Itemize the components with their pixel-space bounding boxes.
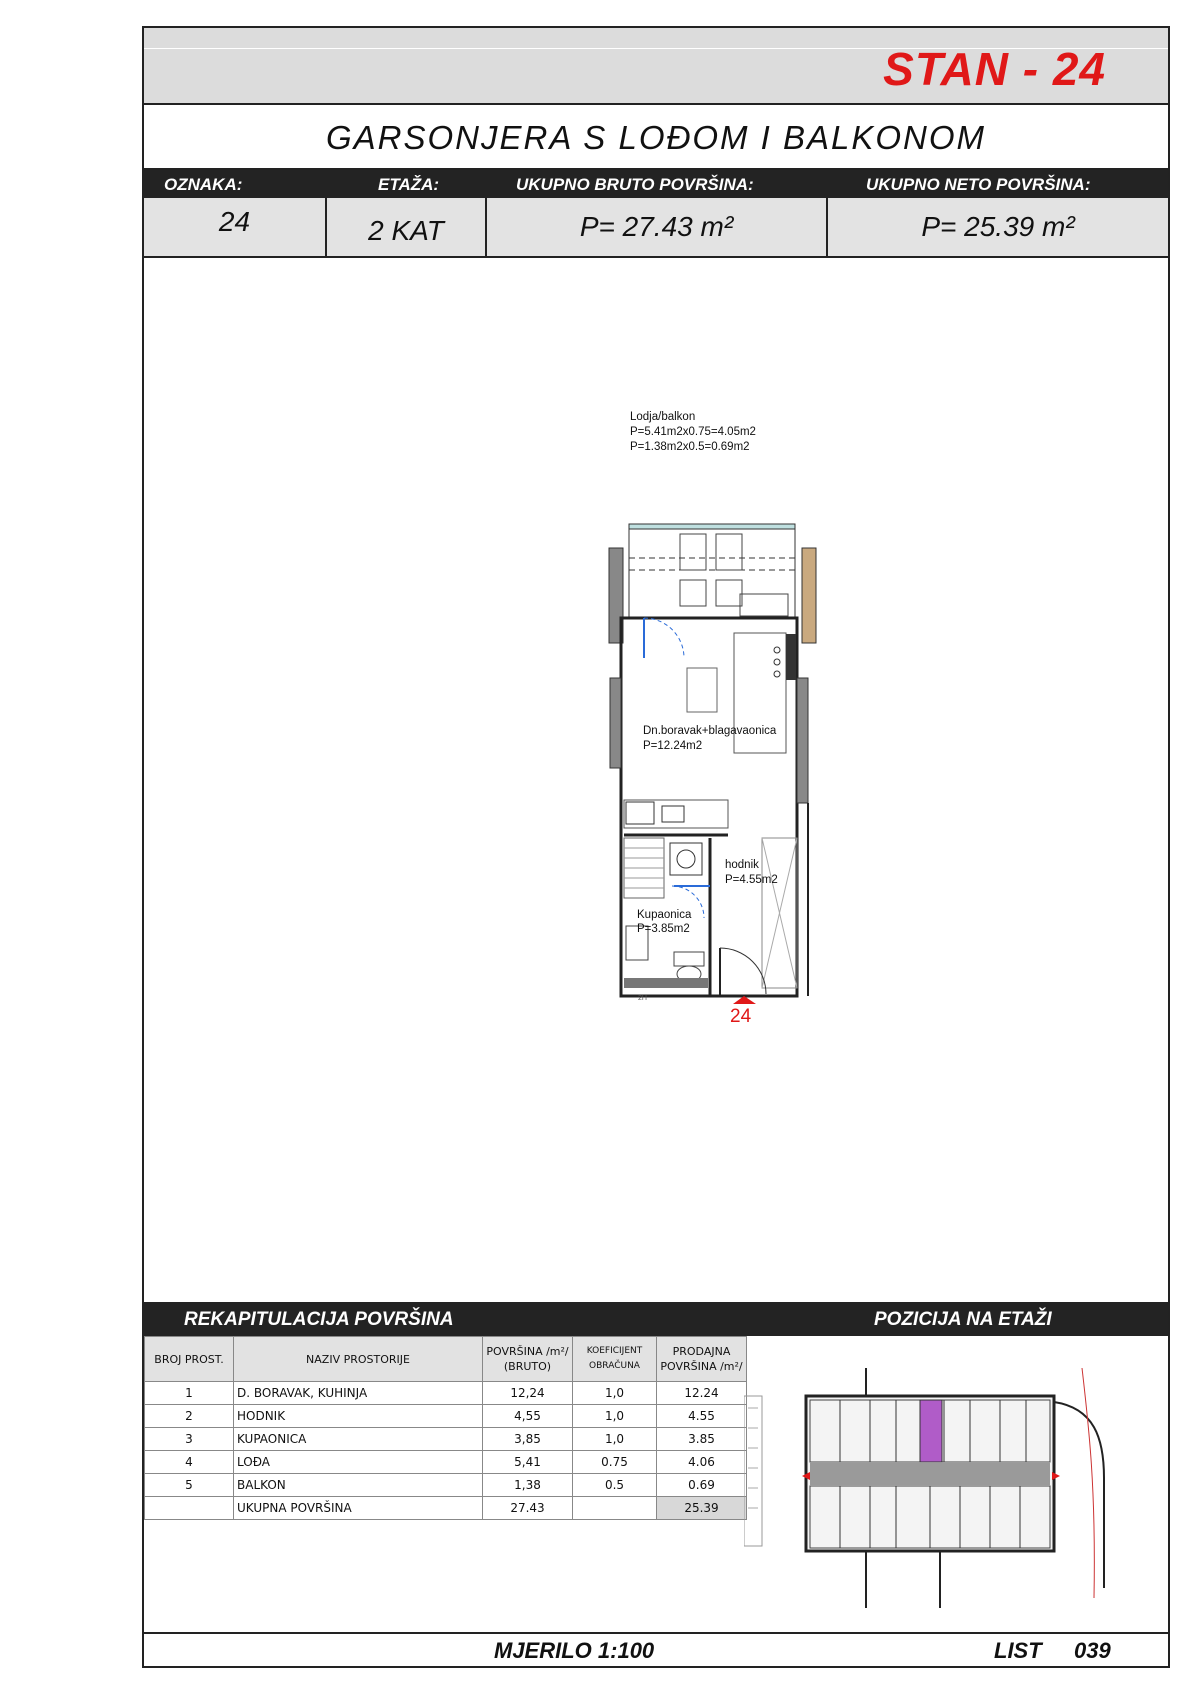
- label-neto: UKUPNO NETO POVRŠINA:: [866, 175, 1091, 194]
- label-oznaka: OZNAKA:: [164, 175, 243, 194]
- highlighted-unit: [920, 1400, 942, 1462]
- total-empty-koef: [573, 1497, 657, 1520]
- loggia-balcony: [609, 524, 816, 643]
- table-row: [145, 1405, 747, 1428]
- row-koef: 1,0: [573, 1382, 657, 1405]
- total-prodajna: 25.39: [657, 1497, 747, 1520]
- row-bruto: 4,55: [483, 1405, 573, 1428]
- header-povrsina-line2: (BRUTO): [503, 1360, 552, 1373]
- apartment-id: STAN - 24: [883, 43, 1106, 95]
- row-naziv: LOĐA: [234, 1451, 483, 1474]
- row-bruto: 5,41: [483, 1451, 573, 1474]
- sheet-label: LIST: [994, 1638, 1042, 1663]
- value-bruto: P= 27.43 m²: [487, 198, 828, 256]
- info-header-bar: [144, 170, 1168, 198]
- bathroom-title: Kupaonica: [637, 909, 692, 921]
- value-oznaka: 24: [144, 198, 327, 256]
- row-koef: 1,0: [573, 1428, 657, 1451]
- hallway-title: hodnik: [725, 859, 759, 871]
- row-naziv: D. BORAVAK, KUHINJA: [234, 1382, 483, 1405]
- drawing-sheet: [142, 26, 1170, 1668]
- row-broj: 1: [145, 1382, 234, 1405]
- row-bruto: 3,85: [483, 1428, 573, 1451]
- apartment-walls: [610, 618, 808, 1004]
- row-broj: 3: [145, 1428, 234, 1451]
- footer-bar: [144, 1632, 1168, 1666]
- header-povrsina-line1: POVRŠINA /m²/: [486, 1345, 569, 1358]
- loggia-area-2: P=1.38m2x0.5=0.69m2: [630, 441, 750, 453]
- row-broj: 2: [145, 1405, 234, 1428]
- floor-position-plan: [744, 1368, 1164, 1608]
- apartment-type-title: GARSONJERA S LOĐOM I BALKONOM: [144, 105, 1168, 170]
- hallway-area: P=4.55m2: [725, 874, 778, 886]
- living-room-area: P=12.24m2: [643, 740, 703, 752]
- row-broj: 4: [145, 1451, 234, 1474]
- row-prodajna: 12.24: [657, 1382, 747, 1405]
- table-row: [145, 1382, 747, 1405]
- row-prodajna: 4.06: [657, 1451, 747, 1474]
- row-broj: 5: [145, 1474, 234, 1497]
- title-band: [144, 28, 1168, 105]
- recap-header-bar: [144, 1302, 1168, 1336]
- area-recap-table: [144, 1336, 747, 1520]
- entrance-mark: 24: [730, 1006, 752, 1027]
- total-label: UKUPNA POVRŠINA: [234, 1497, 483, 1520]
- header-koef-line1: KOEFICIJENT: [586, 1346, 643, 1356]
- row-bruto: 12,24: [483, 1382, 573, 1405]
- total-bruto: 27.43: [483, 1497, 573, 1520]
- position-title: POZICIJA NA ETAŽI: [874, 1309, 1052, 1330]
- row-koef: 0.75: [573, 1451, 657, 1474]
- header-prodajna: [657, 1337, 747, 1382]
- label-bruto: UKUPNO BRUTO POVRŠINA:: [516, 175, 754, 194]
- table-header-row: [145, 1337, 747, 1382]
- row-prodajna: 4.55: [657, 1405, 747, 1428]
- loggia-title: Lodja/balkon: [630, 411, 696, 423]
- recap-title: REKAPITULACIJA POVRŠINA: [184, 1309, 454, 1330]
- table-row: [145, 1451, 747, 1474]
- header-naziv: NAZIV PROSTORIJE: [234, 1337, 483, 1382]
- sheet-number: 039: [1074, 1638, 1111, 1663]
- value-etaza: 2 KAT: [327, 198, 487, 256]
- row-naziv: HODNIK: [234, 1405, 483, 1428]
- header-prodajna-line1: PRODAJNA: [672, 1345, 731, 1358]
- header-koef: [573, 1337, 657, 1382]
- row-naziv: KUPAONICA: [234, 1428, 483, 1451]
- total-empty: [145, 1497, 234, 1520]
- table-row: [145, 1474, 747, 1497]
- label-etaza: ETAŽA:: [378, 175, 440, 194]
- table-row: [145, 1428, 747, 1451]
- row-prodajna: 3.85: [657, 1428, 747, 1451]
- small-mark: 2H: [638, 995, 647, 1002]
- header-prodajna-line2: POVRŠINA /m²/: [660, 1360, 743, 1373]
- row-bruto: 1,38: [483, 1474, 573, 1497]
- info-values-row: [144, 198, 1168, 258]
- row-koef: 0.5: [573, 1474, 657, 1497]
- value-neto: P= 25.39 m²: [921, 211, 1075, 242]
- row-koef: 1,0: [573, 1405, 657, 1428]
- header-broj: BROJ PROST.: [145, 1337, 234, 1382]
- header-koef-line2: OBRAČUNA: [589, 1361, 640, 1371]
- row-prodajna: 0.69: [657, 1474, 747, 1497]
- table-total-row: [145, 1497, 747, 1520]
- loggia-area-1: P=5.41m2x0.75=4.05m2: [630, 426, 756, 438]
- header-povrsina: [483, 1337, 573, 1382]
- floor-plan: [144, 258, 1168, 1302]
- scale-label: MJERILO 1:100: [494, 1638, 655, 1663]
- bathroom-area: P=3.85m2: [637, 923, 690, 935]
- living-room-title: Dn.boravak+blagavaonica: [643, 725, 777, 737]
- row-naziv: BALKON: [234, 1474, 483, 1497]
